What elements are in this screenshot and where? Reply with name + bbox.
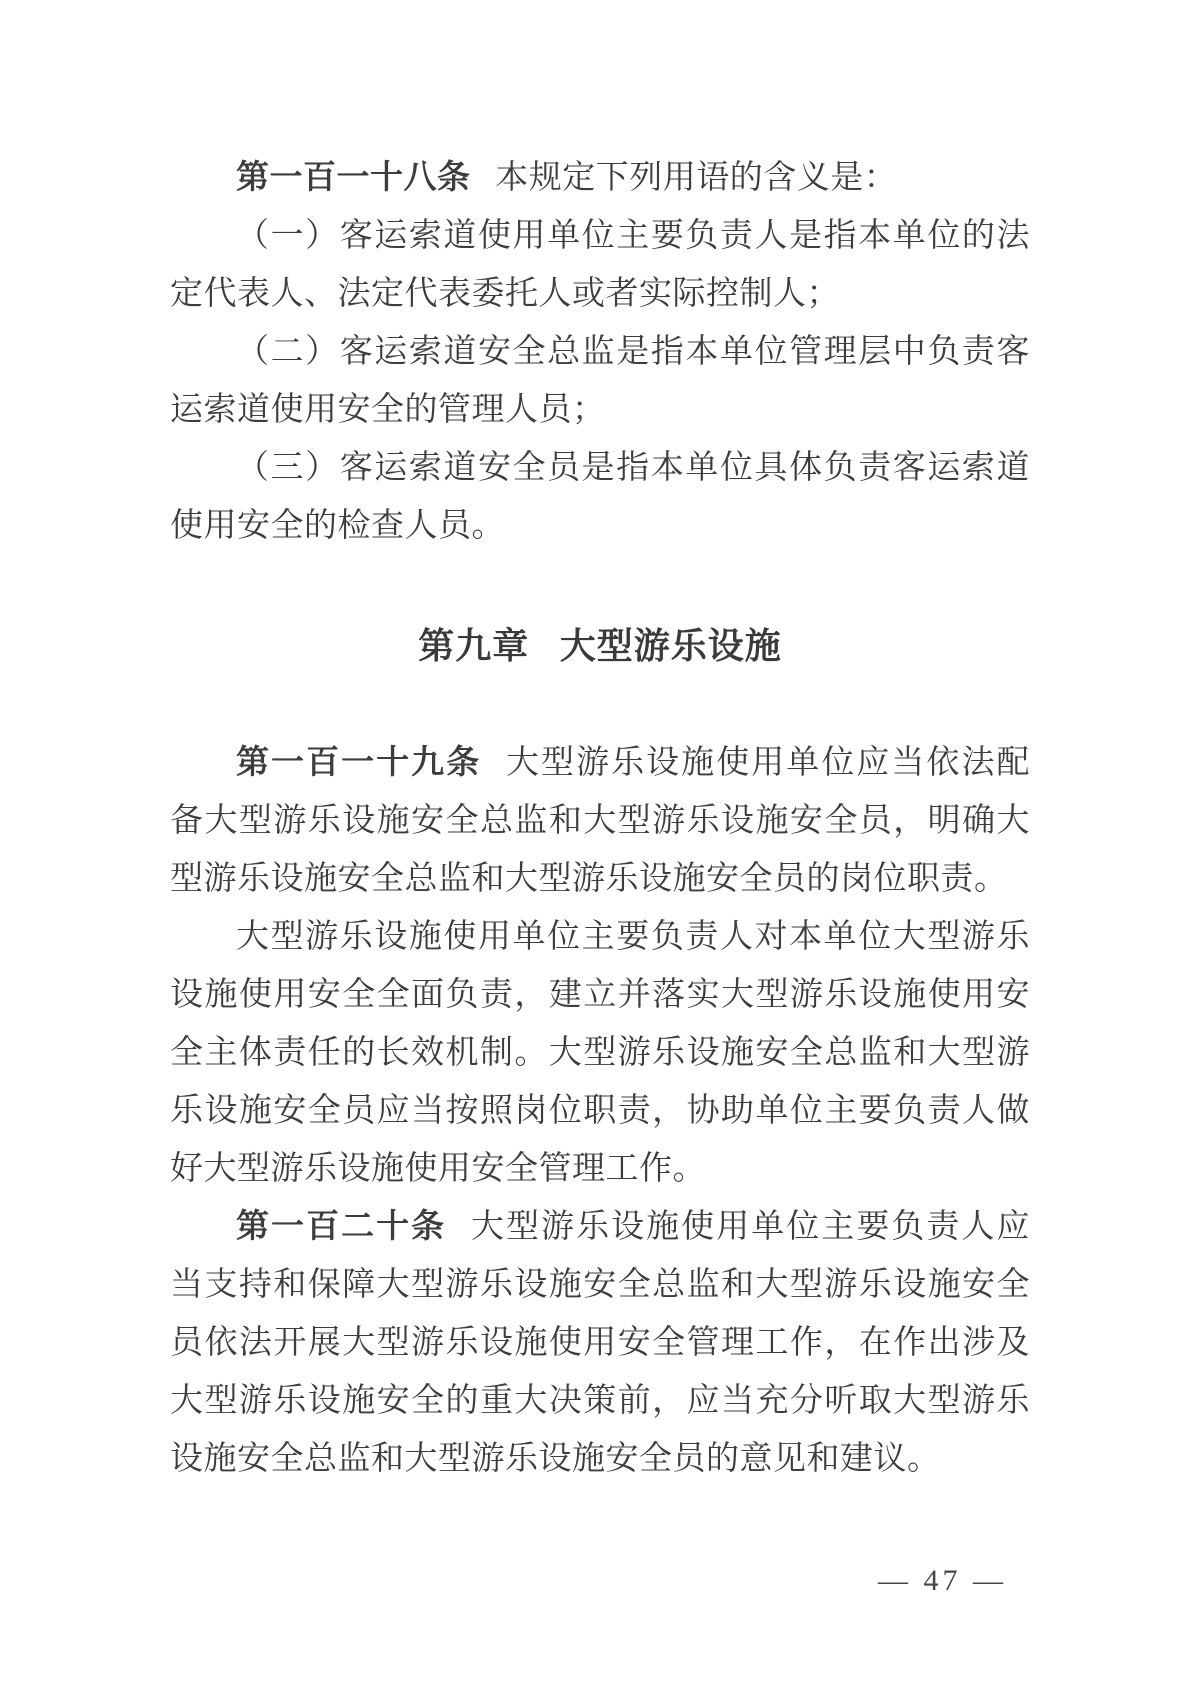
article-118-item-1: [170, 207, 1030, 323]
article-120-paragraph: [170, 1198, 1030, 1488]
chapter-8-definitions-section: [170, 149, 1030, 555]
chapter-number: 第九章: [418, 625, 530, 666]
article-118-item-1-text: （一）客运索道使用单位主要负责人是指本单位的法定代表人、法定代表委托人或者实际控制人；: [170, 218, 1030, 312]
article-119-paragraph-2: [170, 908, 1030, 1198]
article-120-number: 第一百二十条: [236, 1209, 447, 1245]
page-number: — 47 —: [878, 1564, 1007, 1597]
chapter-title: 大型游乐设施: [559, 625, 782, 666]
article-120-text: 大型游乐设施使用单位主要负责人应当支持和保障大型游乐设施安全总监和大型游乐设施安全员依法开展大型游乐设施使用安全管理工作，在作出涉及大型游乐设施安全的重大决策前，应当充分听取大型游乐设施安全总监和大型游乐设施安全员的意见和建议。: [170, 1209, 1031, 1477]
article-118-text: 本规定下列用语的含义是：: [495, 160, 898, 196]
article-119-paragraph: [170, 734, 1030, 908]
chapter-heading: [170, 617, 1030, 675]
article-118-item-2: [170, 323, 1030, 439]
article-118-item-3-text: （三）客运索道安全员是指本单位具体负责客运索道使用安全的检查人员。: [170, 450, 1030, 544]
article-118-item-2-text: （二）客运索道安全总监是指本单位管理层中负责客运索道使用安全的管理人员；: [170, 334, 1030, 428]
article-119-paragraph-2-text: 大型游乐设施使用单位主要负责人对本单位大型游乐设施使用安全全面负责，建立并落实大型游乐设施使用安全主体责任的长效机制。大型游乐设施安全总监和大型游乐设施安全员应当按照岗位职责，协助单位主要负责人做好大型游乐设施使用安全管理工作。: [170, 919, 1030, 1187]
article-118-number: 第一百一十八条: [236, 160, 471, 196]
article-118-item-3: [170, 439, 1030, 555]
article-118-paragraph: [170, 149, 1030, 207]
document-body: [170, 149, 1030, 1488]
article-119-text: 大型游乐设施使用单位应当依法配备大型游乐设施安全总监和大型游乐设施安全员，明确大型游乐设施安全总监和大型游乐设施安全员的岗位职责。: [170, 745, 1031, 897]
chapter-9-section: [170, 734, 1030, 1488]
article-119-number: 第一百一十九条: [236, 745, 482, 781]
